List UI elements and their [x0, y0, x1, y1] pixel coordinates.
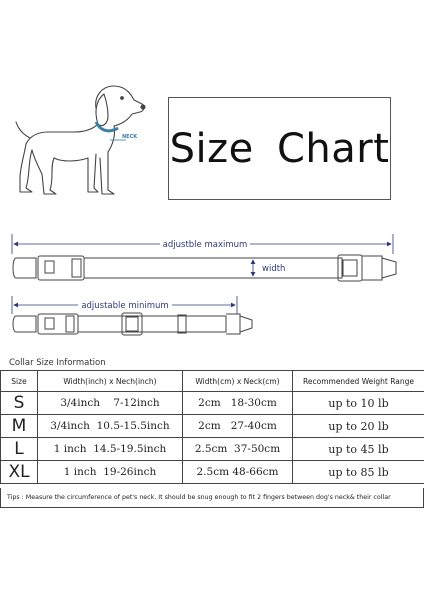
cm-cell: 2cm 27-40cm: [183, 415, 293, 438]
table-header-row: [1, 371, 424, 392]
cm-cell: 2.5cm 37-50cm: [183, 438, 293, 461]
page-title: Size Chart: [169, 125, 390, 172]
weight-cell: up to 45 lb: [293, 438, 424, 461]
weight-cell: up to 10 lb: [293, 392, 424, 415]
table-row: [1, 392, 424, 415]
header-weight: Recommended Weight Range: [293, 371, 424, 392]
collar-size-info-label: Collar Size Information: [9, 358, 106, 368]
size-cell: S: [1, 392, 38, 415]
weight-cell: up to 20 lb: [293, 415, 424, 438]
dog-illustration: [10, 78, 160, 206]
size-cell: XL: [1, 461, 38, 484]
header-inch: Width(inch) x Nech(inch): [38, 371, 183, 392]
title-box: [168, 97, 391, 200]
size-cell: M: [1, 415, 38, 438]
header-size: Size: [1, 371, 38, 392]
neck-label: NECK: [122, 134, 138, 140]
size-table: [0, 370, 424, 484]
inch-cell: 1 inch 19-26inch: [38, 461, 183, 484]
inch-cell: 1 inch 14.5-19.5inch: [38, 438, 183, 461]
size-cell: L: [1, 438, 38, 461]
inch-cell: 3/4inch 7-12inch: [38, 392, 183, 415]
min-label: adjustable minimum: [81, 301, 169, 311]
cm-cell: 2cm 18-30cm: [183, 392, 293, 415]
table-row: [1, 438, 424, 461]
inch-cell: 3/4inch 10.5-15.5inch: [38, 415, 183, 438]
header-cm: Width(cm) x Neck(cm): [183, 371, 293, 392]
table-row: [1, 461, 424, 484]
max-label: adjustble maximum: [162, 240, 248, 250]
cm-cell: 2.5cm 48-66cm: [183, 461, 293, 484]
width-label: width: [262, 264, 286, 274]
weight-cell: up to 85 lb: [293, 461, 424, 484]
collar-diagram: [0, 228, 424, 348]
table-row: [1, 415, 424, 438]
tips-text: Tips : Measure the circumference of pet's neck. It should be snug enough to fit 2 fingers between dog's neck& their collar: [0, 488, 424, 508]
